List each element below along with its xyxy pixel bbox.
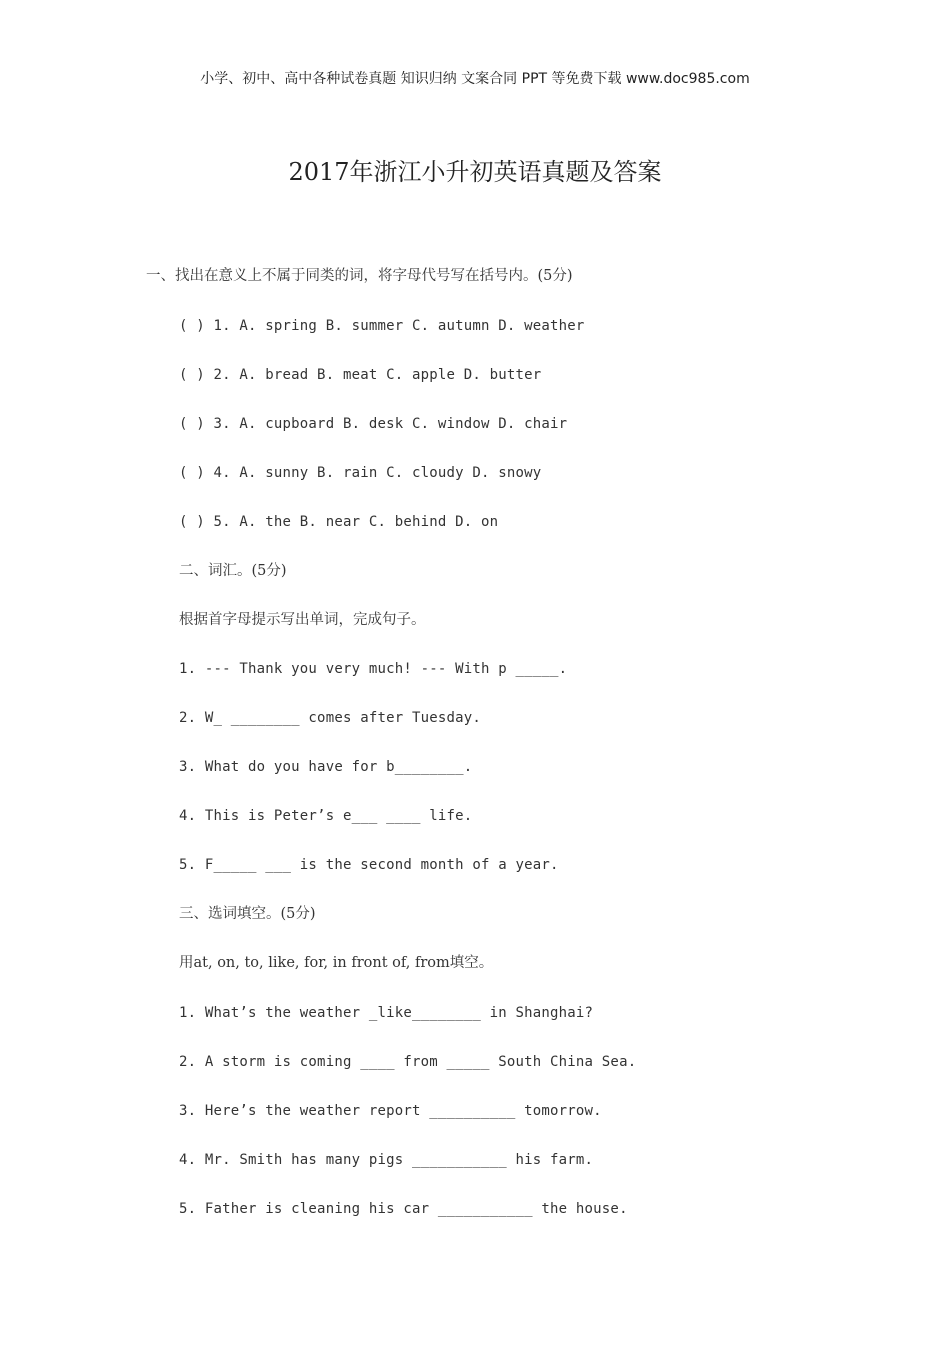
section2-instruction: 根据首字母提示写出单词，完成句子。	[179, 612, 426, 628]
section3-item-1: 1. What’s the weather _like________ in Shanghai?	[179, 1005, 594, 1021]
section2-heading: 二、词汇。(5分)	[179, 563, 287, 579]
section1-item-2: ( ) 2. A. bread B. meat C. apple D. butter	[179, 367, 542, 383]
section3-item-5: 5. Father is cleaning his car ___________ the house.	[179, 1201, 628, 1217]
page-header: 小学、初中、高中各种试卷真题 知识归纳 文案合同 PPT 等免费下载 www.doc985.com	[200, 71, 750, 87]
section3-heading: 三、选词填空。(5分)	[179, 906, 316, 922]
section1-heading: 一、找出在意义上不属于同类的词，将字母代号写在括号内。(5分)	[146, 268, 573, 284]
section3-item-3: 3. Here’s the weather report __________ tomorrow.	[179, 1103, 602, 1119]
section2-item-1: 1. --- Thank you very much! --- With p _____.	[179, 661, 568, 677]
section2-item-3: 3. What do you have for b________.	[179, 759, 473, 775]
section3-instruction: 用at, on, to, like, for, in front of, from填空。	[179, 955, 494, 971]
section1-item-5: ( ) 5. A. the B. near C. behind D. on	[179, 514, 499, 530]
section1-item-1: ( ) 1. A. spring B. summer C. autumn D. weather	[179, 318, 585, 334]
section1-item-3: ( ) 3. A. cupboard B. desk C. window D. chair	[179, 416, 568, 432]
section2-item-4: 4. This is Peter’s e___ ____ life.	[179, 808, 473, 824]
section2-item-5: 5. F_____ ___ is the second month of a year.	[179, 857, 559, 873]
document-title: 2017年浙江小升初英语真题及答案	[288, 158, 662, 186]
section3-item-2: 2. A storm is coming ____ from _____ South China Sea.	[179, 1054, 637, 1070]
section3-item-4: 4. Mr. Smith has many pigs ___________ his farm.	[179, 1152, 594, 1168]
section1-item-4: ( ) 4. A. sunny B. rain C. cloudy D. snowy	[179, 465, 542, 481]
section2-item-2: 2. W_ ________ comes after Tuesday.	[179, 710, 482, 726]
